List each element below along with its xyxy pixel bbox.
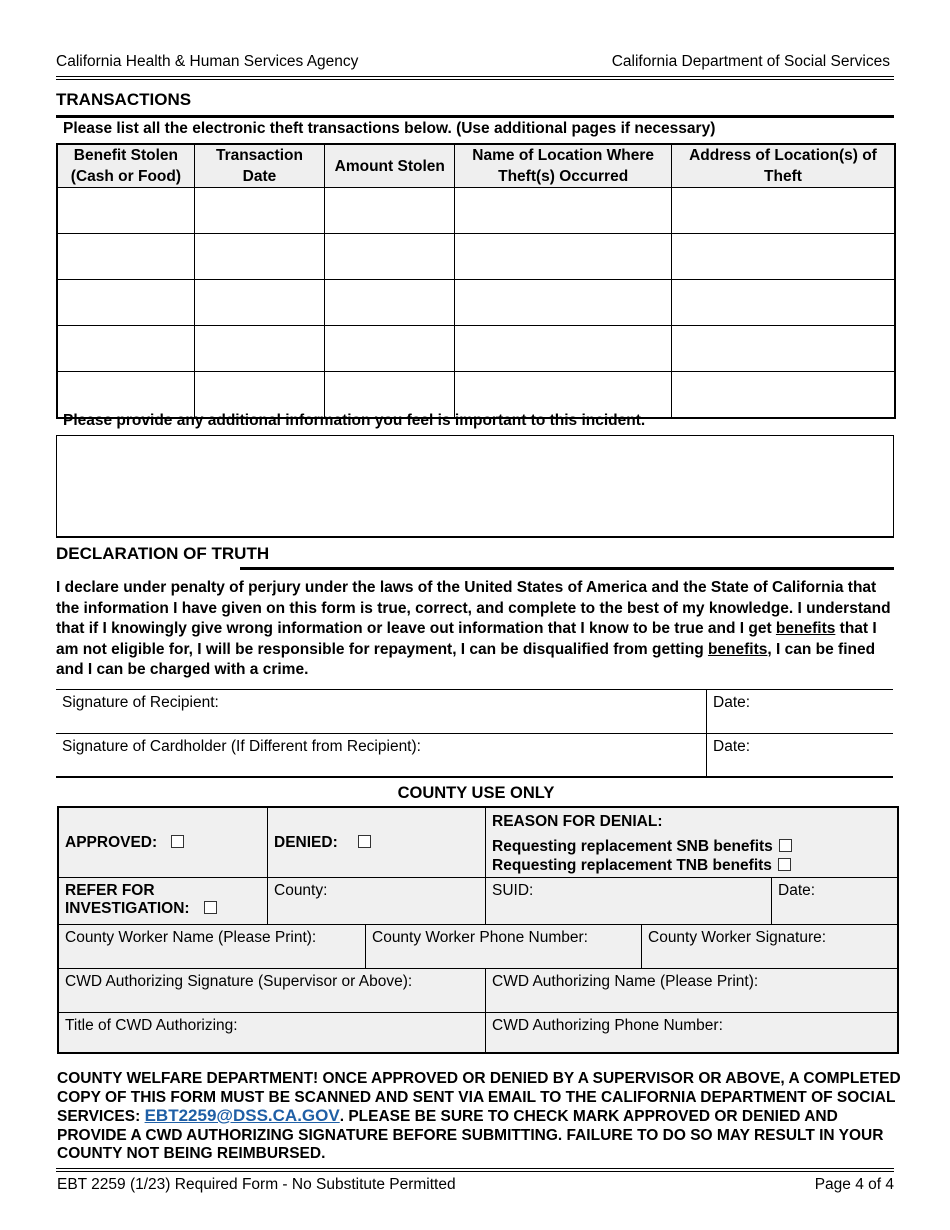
- benefits-term: benefits: [707, 640, 768, 658]
- table-row: [57, 234, 895, 280]
- suid-field[interactable]: SUID:: [486, 878, 772, 925]
- section-rule: [56, 776, 893, 778]
- agency-name: California Health & Human Services Agency: [56, 53, 359, 70]
- table-cell[interactable]: [194, 280, 324, 326]
- county-field[interactable]: County:: [268, 878, 486, 925]
- section-rule: [240, 567, 894, 570]
- worker-phone-field[interactable]: County Worker Phone Number:: [366, 925, 642, 969]
- col-benefit-stolen: Benefit Stolen (Cash or Food): [57, 144, 194, 188]
- table-cell[interactable]: [57, 188, 194, 234]
- transactions-table: [56, 143, 896, 419]
- table-cell[interactable]: [671, 234, 895, 280]
- footer-rule: [56, 1168, 894, 1172]
- table-cell[interactable]: [455, 280, 672, 326]
- worker-name-field[interactable]: County Worker Name (Please Print):: [59, 925, 366, 969]
- county-notice: COUNTY WELFARE DEPARTMENT! ONCE APPROVED OR DENIED BY A SUPERVISOR OR ABOVE, A COMPLETED COPY OF THIS FORM MUST BE SCANNED AND SENT VIA EMAIL TO THE CALIFORNIA DEPARTMENT OF SOCIAL SERVICES: EBT2259@DSS.CA.GOV. PLEASE BE SURE TO CHECK MARK APPROVED OR DENIED AND PROVIDE A CWD AUTHORIZING SIGNATURE BEFORE SUBMITTING. FAILURE TO DO SO MAY RESULT IN YOUR COUNTY NOT BEING REIMBURSED.: [57, 1070, 901, 1162]
- additional-info-field[interactable]: [56, 435, 894, 538]
- investigation-checkbox[interactable]: [204, 901, 217, 914]
- transactions-instruction: Please list all the electronic theft transactions below. (Use additional pages if necessary): [63, 120, 716, 137]
- table-cell[interactable]: [455, 234, 672, 280]
- table-cell[interactable]: [455, 188, 672, 234]
- cwd-title-field[interactable]: Title of CWD Authorizing:: [59, 1013, 486, 1052]
- approved-cell: APPROVED:: [59, 808, 268, 878]
- col-transaction-date: Transaction Date: [194, 144, 324, 188]
- col-amount-stolen: Amount Stolen: [325, 144, 455, 188]
- cardholder-date-label: Date:: [713, 738, 751, 755]
- benefits-term: benefits: [775, 620, 836, 637]
- declaration-text: I declare under penalty of perjury under the laws of the United States of America and the State of California that the information I have given on this form is true, correct, and complete to the best of my knowledge. I understand that if I knowingly give wrong information or leave out information that I know to be true and I get benefits that I am not eligible for, I will be responsible for repayment, I can be disqualified from getting benefits, I can be fined and I can be charged with a crime.: [56, 579, 891, 678]
- table-cell[interactable]: [194, 326, 324, 372]
- table-cell[interactable]: [671, 326, 895, 372]
- table-cell[interactable]: [194, 188, 324, 234]
- table-cell[interactable]: [57, 234, 194, 280]
- county-date-field[interactable]: Date:: [772, 878, 899, 925]
- table-cell[interactable]: [325, 326, 455, 372]
- page-number: Page 4 of 4: [814, 1176, 894, 1193]
- section-rule: [56, 115, 894, 118]
- col-location-address: Address of Location(s) of Theft: [671, 144, 895, 188]
- section-rule: [56, 536, 894, 538]
- tnb-checkbox[interactable]: [778, 858, 791, 871]
- transactions-title: TRANSACTIONS: [56, 90, 192, 109]
- department-name: California Department of Social Services: [611, 53, 890, 70]
- recipient-signature-row[interactable]: [56, 689, 893, 733]
- cwd-signature-field[interactable]: CWD Authorizing Signature (Supervisor or Above):: [59, 969, 486, 1013]
- table-row: [57, 280, 895, 326]
- refer-investigation-cell: REFER FOR INVESTIGATION:: [59, 878, 268, 925]
- approved-checkbox[interactable]: [171, 835, 184, 848]
- denied-cell: DENIED:: [268, 808, 486, 878]
- table-cell[interactable]: [671, 188, 895, 234]
- table-cell[interactable]: [57, 280, 194, 326]
- cardholder-signature-label: Signature of Cardholder (If Different from Recipient):: [62, 738, 421, 755]
- col-location-name: Name of Location Where Theft(s) Occurred: [455, 144, 672, 188]
- declaration-title: DECLARATION OF TRUTH: [56, 544, 270, 563]
- additional-info-label: Please provide any additional information you feel is important to this incident.: [63, 412, 646, 429]
- cardholder-signature-row[interactable]: [56, 733, 893, 777]
- denied-checkbox[interactable]: [358, 835, 371, 848]
- table-row: [57, 326, 895, 372]
- cwd-phone-field[interactable]: CWD Authorizing Phone Number:: [492, 1017, 723, 1034]
- table-cell[interactable]: [194, 234, 324, 280]
- table-cell[interactable]: [57, 326, 194, 372]
- reason-for-denial-cell: REASON FOR DENIAL: Requesting replacement SNB benefits Requesting replacement TNB benefits: [486, 808, 899, 878]
- cwd-name-field[interactable]: CWD Authorizing Name (Please Print):: [486, 969, 899, 1013]
- county-use-title: COUNTY USE ONLY: [397, 784, 555, 802]
- table-cell[interactable]: [455, 326, 672, 372]
- recipient-date-label: Date:: [713, 694, 751, 711]
- table-cell[interactable]: [671, 372, 895, 419]
- table-header-row: [57, 144, 895, 188]
- table-cell[interactable]: [325, 188, 455, 234]
- table-row: [57, 188, 895, 234]
- snb-checkbox[interactable]: [779, 839, 792, 852]
- table-cell[interactable]: [671, 280, 895, 326]
- county-use-box: [57, 806, 899, 1054]
- email-link[interactable]: EBT2259@DSS.CA.GOV: [144, 1106, 340, 1125]
- header-rule: [56, 76, 894, 80]
- form-id: EBT 2259 (1/23) Required Form - No Substitute Permitted: [57, 1176, 456, 1193]
- recipient-signature-label: Signature of Recipient:: [62, 694, 219, 711]
- table-cell[interactable]: [325, 280, 455, 326]
- worker-signature-field[interactable]: County Worker Signature:: [642, 925, 899, 969]
- table-cell[interactable]: [325, 234, 455, 280]
